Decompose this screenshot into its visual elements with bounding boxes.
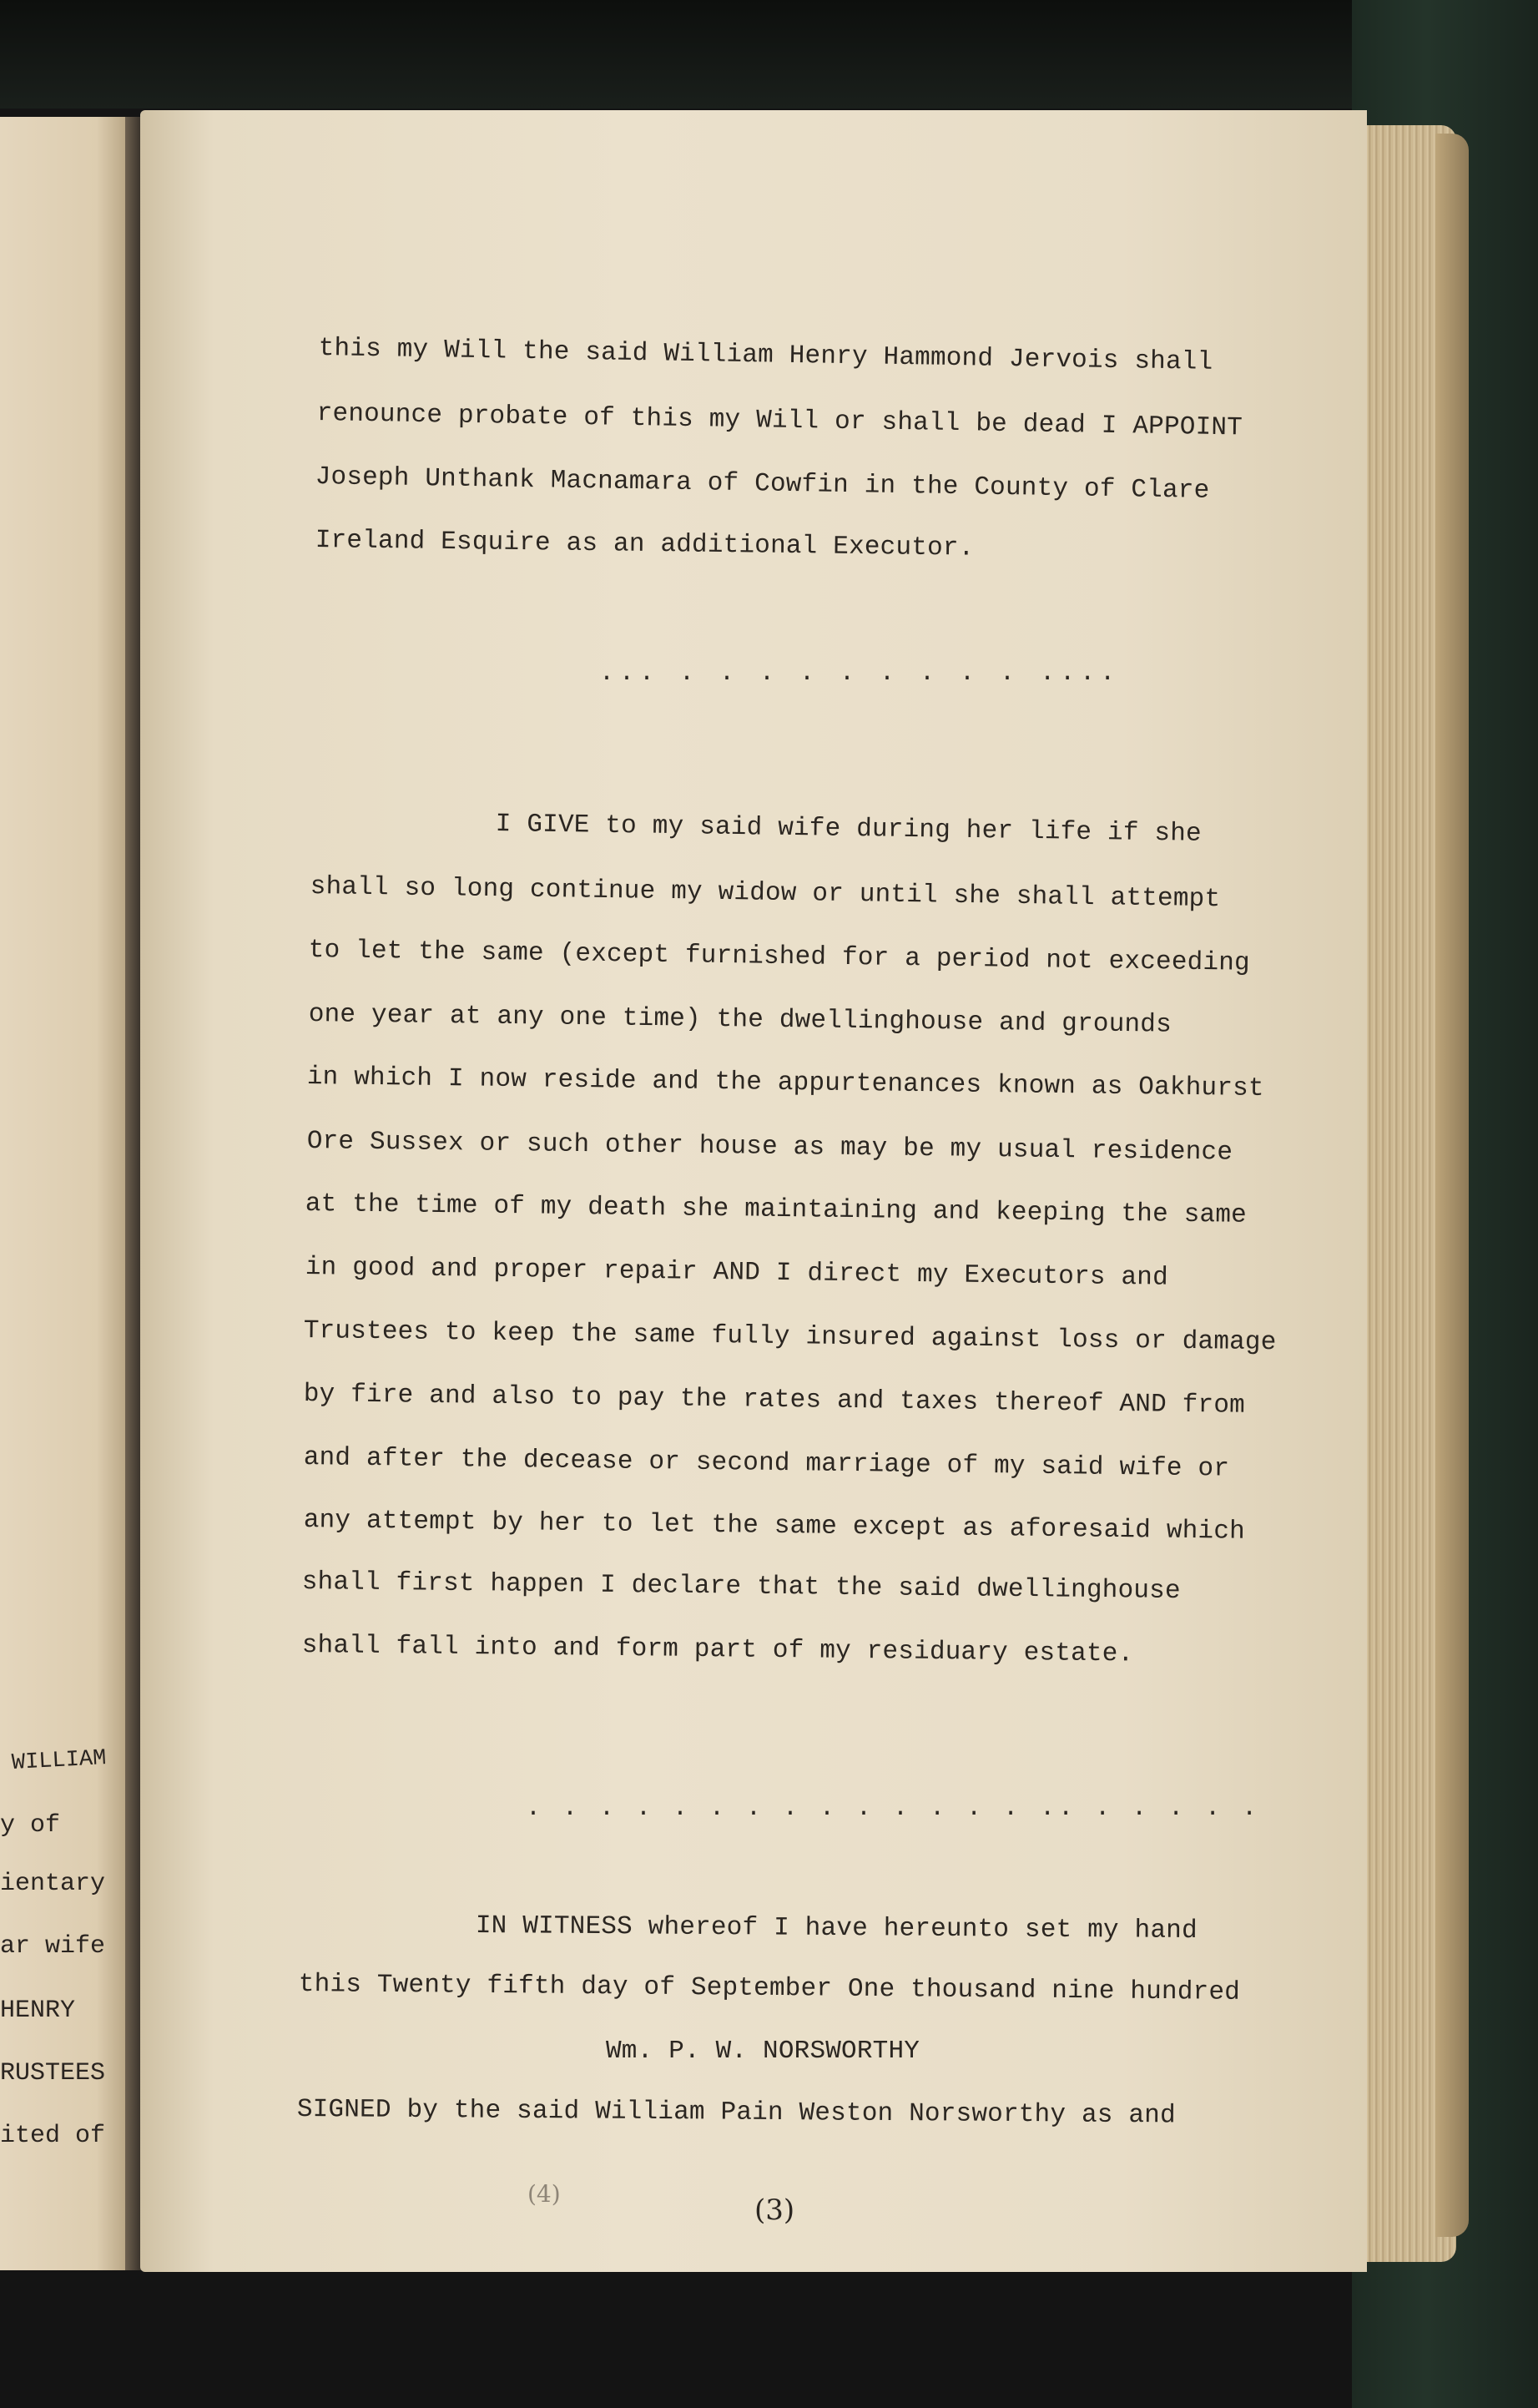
left-page-fragment: ar wife [0,1932,106,1961]
paragraph-2-line: in good and proper repair AND I direct my Executors and [305,1253,1169,1293]
paragraph-1-line: Ireland Esquire as an additional Executor. [315,526,975,563]
paragraph-1-line: Joseph Unthank Macnamara of Cowfin in the County of Clare [315,462,1210,506]
left-page-fragment: y of [0,1811,61,1840]
left-page-fragment: ientary [0,1870,106,1898]
paragraph-2-line: and after the decease or second marriage of my said wife or [303,1443,1230,1484]
witness-line: this Twenty fifth day of September One thousand nine hundred [298,1970,1241,2007]
page-stack-edge [1435,134,1469,2237]
paragraph-2-line: shall so long continue my widow or until she shall attempt [310,872,1221,915]
paragraph-2-line: I GIVE to my said wife during her life if she [495,810,1203,849]
attestation-line: SIGNED by the said William Pain Weston Norsworthy as and [296,2095,1176,2131]
pencil-page-number: (4) [527,2180,561,2208]
left-page-fragment: HENRY [0,1997,76,2025]
witness-line: IN WITNESS whereof I have hereunto set my hand [475,1911,1198,1946]
paragraph-2-line: Trustees to keep the same fully insured against loss or damage [303,1316,1277,1358]
left-page-fragment: ited of [0,2122,106,2150]
paragraph-2-line: by fire and also to pay the rates and taxes thereof AND from [303,1380,1246,1421]
page-number: (3) [754,2193,795,2227]
left-page-fragment: RUSTEES [0,2059,106,2087]
paragraph-2-line: any attempt by her to let the same except as aforesaid which [303,1506,1246,1547]
section-separator: ... . . . . . . . . . .... [599,659,1121,688]
paragraph-1-line: this my Will the said William Henry Hammond Jervois shall [318,334,1213,377]
book-cover-top [0,0,1538,109]
paragraph-1-line: renounce probate of this my Will or shall be dead I APPOINT [316,399,1243,443]
paragraph-2-line: at the time of my death she maintaining and keeping the same [305,1189,1248,1230]
paragraph-2-line: in which I now reside and the appurtenances known as Oakhurst [306,1063,1264,1104]
section-separator: . . . . . . . . . . . . . . .. . . . . . [526,1795,1261,1823]
paragraph-2-line: one year at any one time) the dwellinghouse and grounds [308,1000,1172,1040]
left-page-fragment: WILLIAM [11,1746,108,1776]
paragraph-2-line: Ore Sussex or such other house as may be my usual residence [306,1127,1233,1168]
paragraph-2-line: shall fall into and form part of my residuary estate. [301,1631,1134,1669]
paragraph-2-line: to let the same (except furnished for a period not exceeding [308,936,1251,978]
signature-line: Wm. P. W. NORSWORTHY [606,2037,920,2066]
paragraph-2-line: shall first happen I declare that the said dwellinghouse [301,1567,1181,1607]
